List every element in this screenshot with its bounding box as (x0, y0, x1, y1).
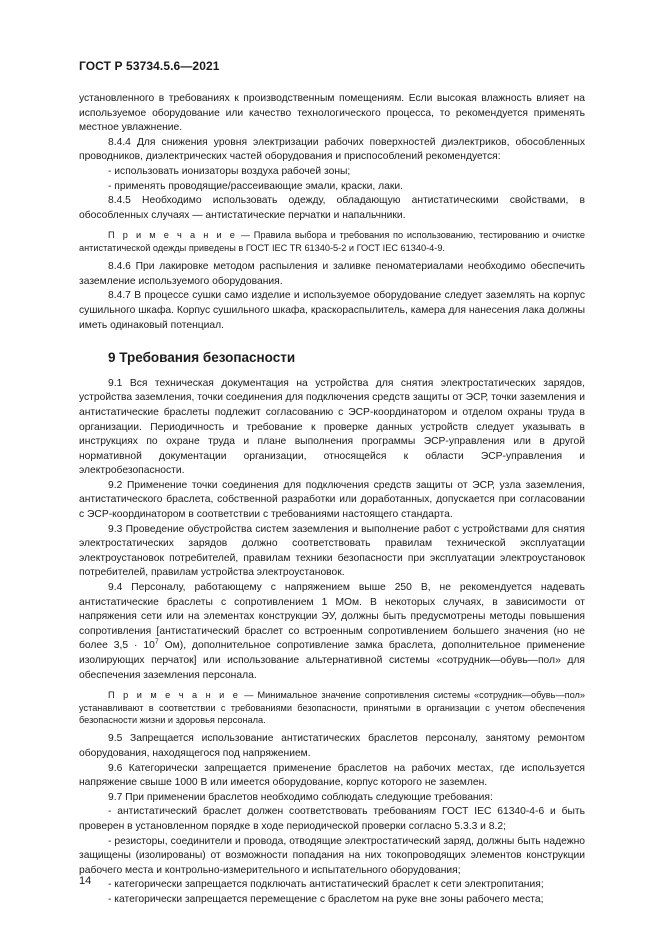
paragraph: 9.2 Применение точки соединения для подключения средств защиты от ЭСР, узла заземления, антистатического браслета, собственной разработки или доработанных, допускается при согласовании с ЭСР-координатором в соответствии с требованиями настоящего стандарта. (79, 479, 585, 521)
paragraph: установленного в требованиях к производственным помещениям. Если высокая влажность влияет на используемое оборудование или качество технологического процесса, то рекомендуется применять местное увлажнение. (79, 93, 585, 134)
list-item: - резисторы, соединители и провода, отводящие электростатический заряд, должны быть надежно защищены (изолированы) от возможности попадания на них токопроводящих элементов конструкции рабочего места и контрольно-измерительного и испытательного оборудования; (79, 835, 585, 876)
paragraph: 8.4.4 Для снижения уровня электризации рабочих поверхностей диэлектриков, обособленных проводников, диэлектрических частей оборудования и приспособлений рекомендуется: (79, 136, 585, 163)
paragraph: 8.4.5 Необходимо использовать одежду, обладающую антистатическими свойствами, в обособленных случаях — антистатические перчатки и напальчники. (79, 195, 585, 221)
note (79, 689, 585, 726)
note-label: П р и м е ч а н и е (108, 230, 238, 241)
paragraph: 8.4.6 При лакировке методом распыления и заливке пеноматериалами необходимо обеспечить заземление используемого оборудования. (79, 261, 585, 287)
page-number: 14 (79, 875, 92, 887)
superscript: 7 (154, 638, 159, 646)
paragraph: 9.3 Проведение обустройства систем заземления и выполнение работ с устройствами для снятия электростатических зарядов должно соответствовать правилам технической эксплуатации электроустановок потребителей, правилам техники безопасности при эксплуатации электроустановок потребителей, правилам устройства электроустановок. (79, 523, 585, 579)
note-label: П р и м е ч а н и е (108, 690, 241, 701)
text-run: 9.4 Персоналу, работающему с напряжением выше 250 В, не рекомендуется надевать антистатические браслеты с сопротивлением 1 МОм. В некоторых случаях, в зависимости от напряжения сети или на элементах конструкции ЭУ, должны быть предусмотрены методы повышения сопротивления [антистатический браслет со встроенным сопротивлением большего значения (но не более 3,5 · 10 (79, 582, 585, 652)
list-item: - категорически запрещается перемещение с браслетом на руке вне зоны рабочего места; (108, 893, 544, 905)
note-text: — Правила выбора и требования по использованию, тестированию и очистке антистатической одежды приведены в ГОСТ IEC TR 61340-5-2 и ГОСТ IEC 61340-4-9. (79, 230, 585, 253)
text-run: Ом), дополнительное сопротивление замка браслета, дополнительное применение изолирующих перчаток] или использование альтернативной системы «сотрудник—обувь—пол» для обеспечения заземления персонала. (79, 640, 586, 681)
note (79, 229, 585, 254)
list-item: - использовать ионизаторы воздуха рабочей зоны; (108, 165, 351, 177)
paragraph: 8.4.7 В процессе сушки само изделие и используемое оборудование следует заземлять на корпус сушильного шкафа. Корпус сушильного шкафа, краскораспылитель, камера для нанесения лака должны иметь одинаковый потенциал. (79, 290, 585, 331)
document-header: ГОСТ Р 53734.5.6—2021 (79, 59, 220, 73)
paragraph: 9.6 Категорически запрещается применение браслетов на рабочих местах, где используется напряжение свыше 1000 В или имеется оборудование, корпус которого не заземлен. (79, 762, 585, 789)
document-body (79, 92, 585, 908)
paragraph: 9.7 При применении браслетов необходимо соблюдать следующие требования: (108, 791, 493, 803)
note-text: — Минимальное значение сопротивления системы «сотрудник—обувь—пол» устанавливают в соответствии с требованиями безопасности, принятыми в организации с учетом обеспечения безопасности жизни и здоровья персонала. (79, 690, 585, 725)
section-heading: 9 Требования безопасности (108, 350, 296, 366)
list-item: - применять проводящие/рассеивающие эмали, краски, лаки. (108, 180, 403, 192)
list-item: - антистатический браслет должен соответствовать требованиям ГОСТ IEC 61340-4-6 и быть проверен в установленном порядке в ходе периодической проверки согласно 5.3.3 и 8.2; (79, 806, 585, 832)
paragraph (79, 581, 585, 683)
list-item: - категорически запрещается подключать антистатический браслет к сети электропитания; (108, 879, 544, 891)
paragraph: 9.1 Вся техническая документация на устройства для снятия электростатических зарядов, устройства заземления, точки соединения для подключения средств защиты от ЭСР, точки заземления и антистатические браслеты подлежит согласованию с ЭСР-координатором и отделом охраны труда в организации. Периодичность и требование к проверке данных устройств следует указывать в инструкциях по охране труда и плане выполнения программы ЭСР-управления или в другой нормативной документации организации, относящейся к области ЭСР-управления и электробезопасности. (79, 377, 585, 477)
paragraph: 9.5 Запрещается использование антистатических браслетов персоналу, занятому ремонтом оборудования, находящегося под напряжением. (79, 733, 585, 759)
